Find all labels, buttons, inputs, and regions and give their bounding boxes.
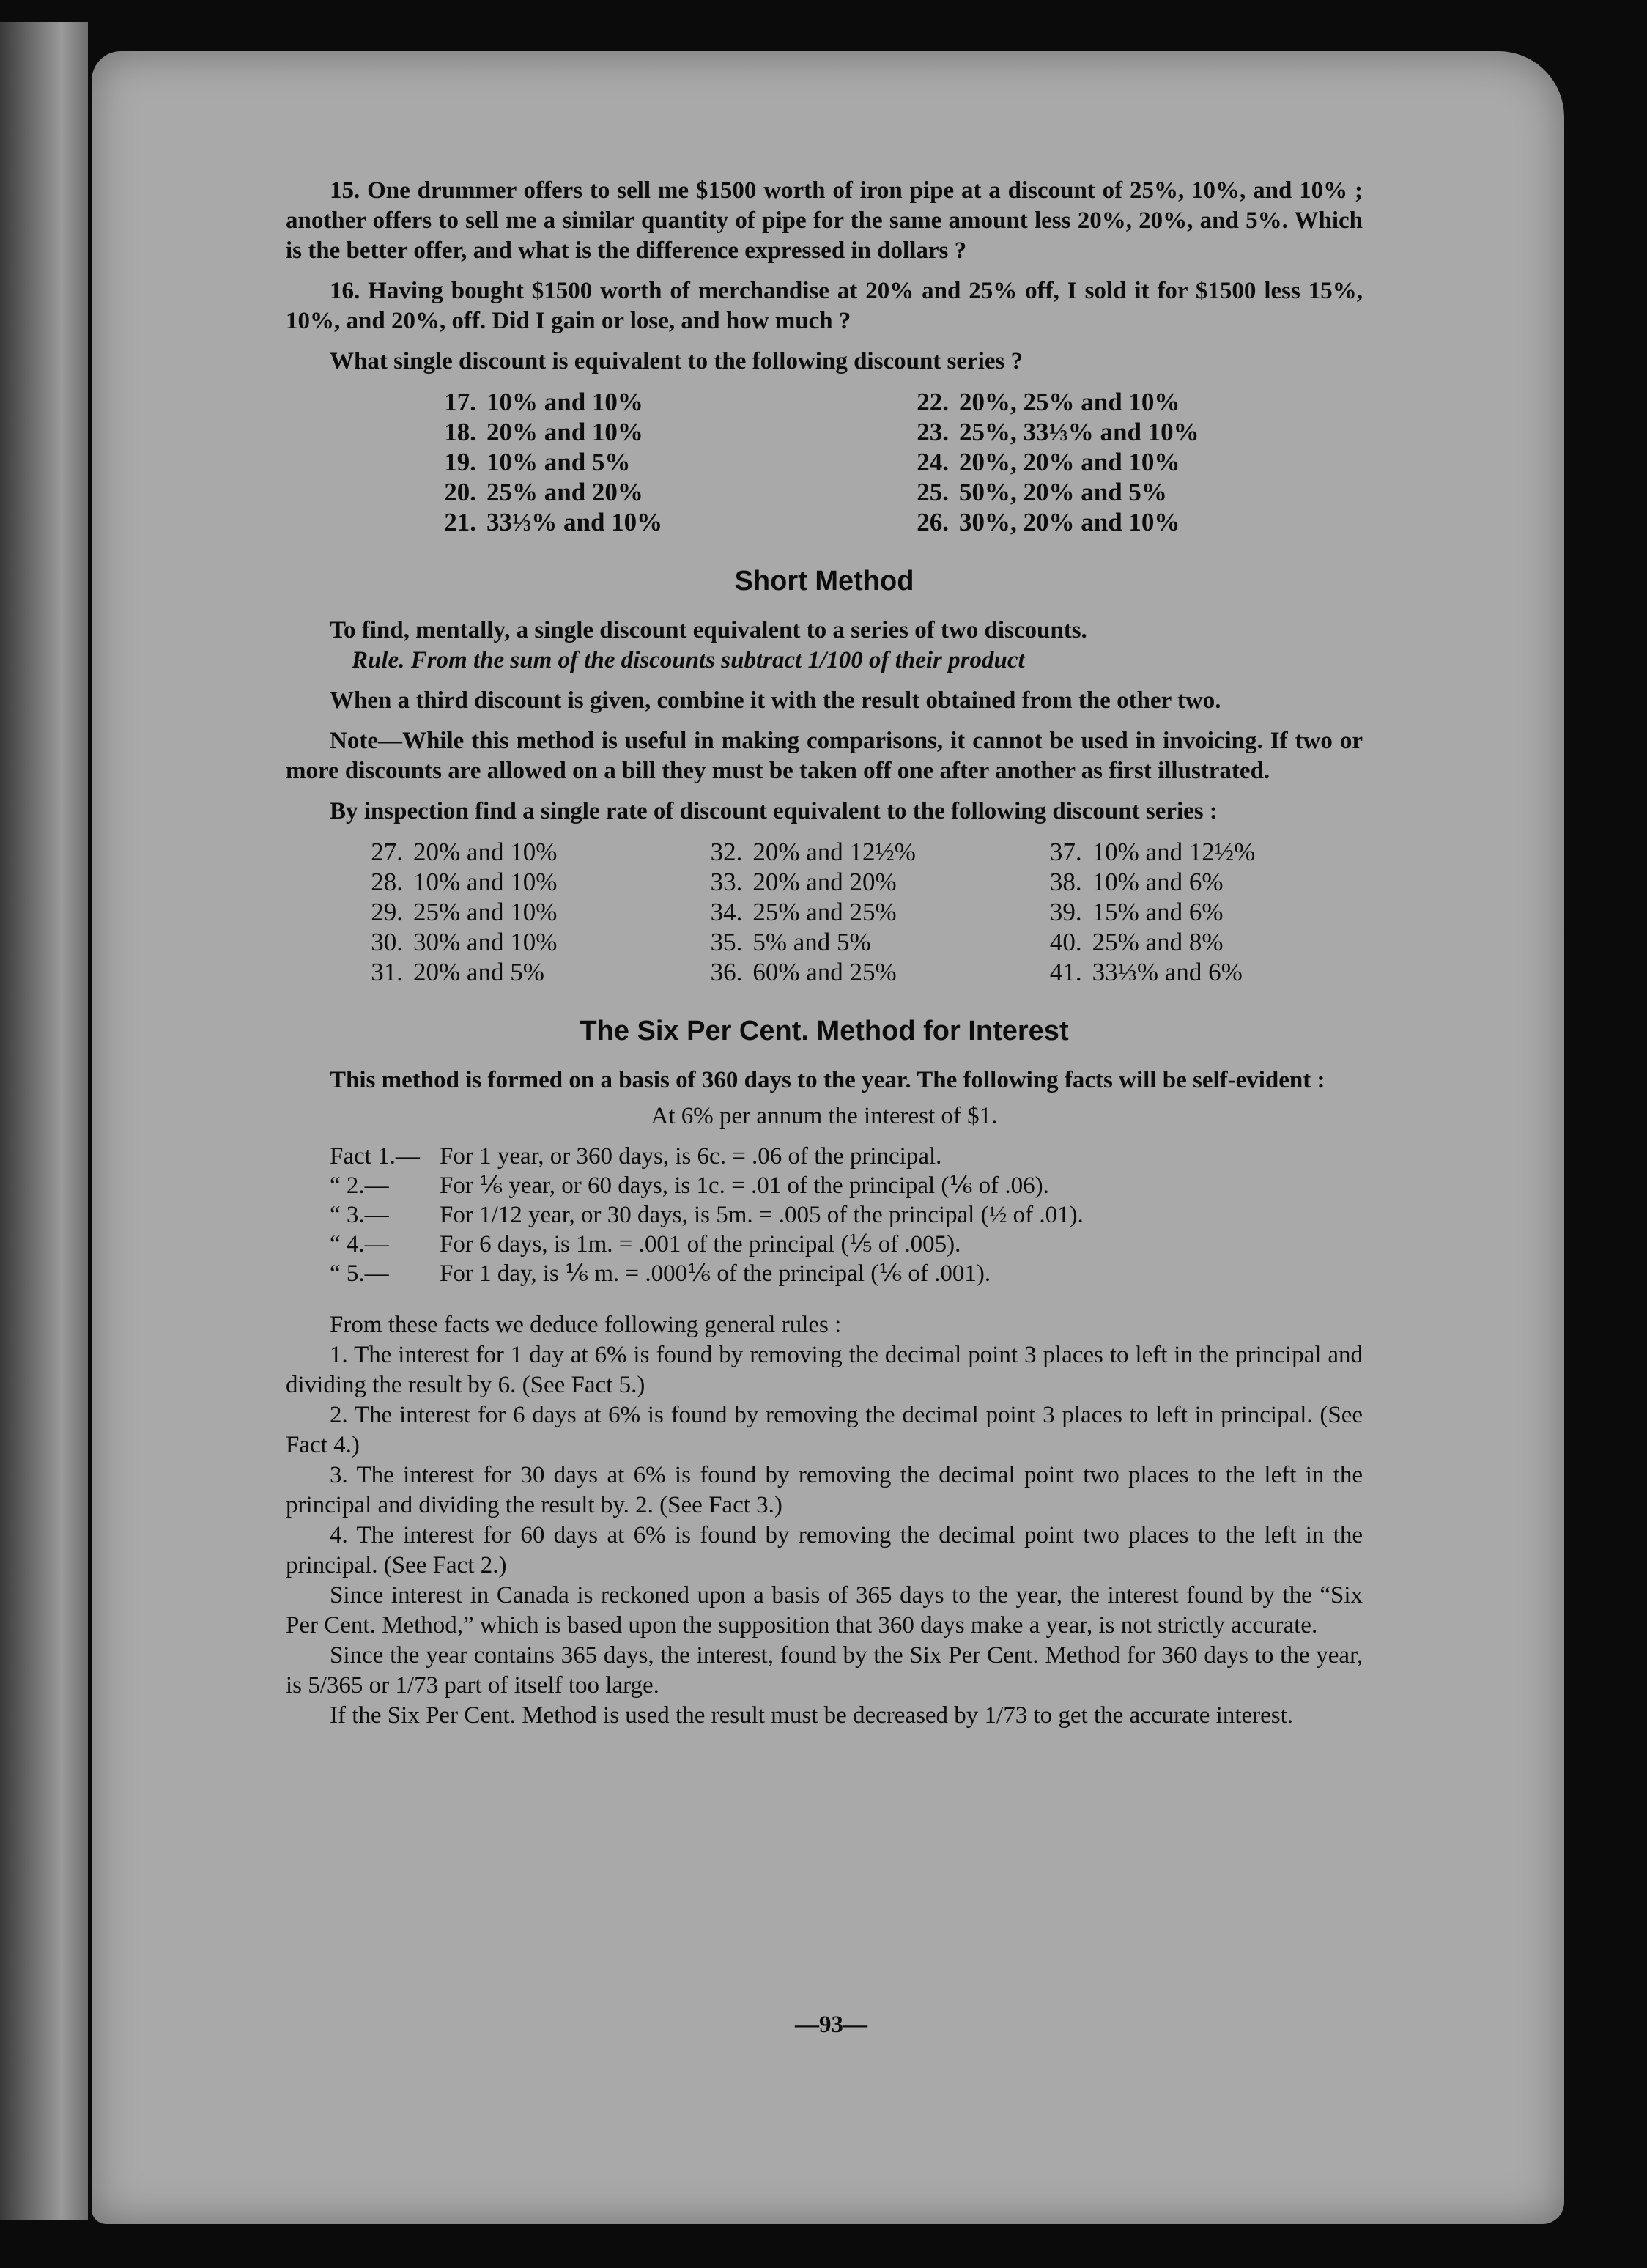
list-item: 41. 33⅓% and 6% xyxy=(1049,958,1243,986)
six-per-cent-intro: This method is formed on a basis of 360 days to the year. The following facts will be self-evident : xyxy=(330,1067,1325,1093)
list-item: 29. 25% and 10% xyxy=(371,898,558,926)
third-discount-note: When a third discount is given, combine it with the result obtained from the other two. xyxy=(330,687,1221,714)
list-item: 33. 20% and 20% xyxy=(710,868,897,896)
invoicing-note: Note—While this method is useful in making comparisons, it cannot be used in invoicing. If two or more discounts are allowed on a bill they must be taken off one after another as first illustrated. xyxy=(286,728,1363,784)
problem-number: 15. xyxy=(330,177,360,204)
list-item: 27. 20% and 10% xyxy=(371,838,558,866)
inspection-column xyxy=(344,837,684,987)
list-item: 21. 33⅓% and 10% xyxy=(444,508,663,536)
list-item: 23. 25%, 33⅓% and 10% xyxy=(917,418,1199,446)
short-method-intro: To find, mentally, a single discount equivalent to a series of two discounts. xyxy=(330,617,1087,643)
list-item: 40. 25% and 8% xyxy=(1049,928,1224,956)
list-item: 26. 30%, 20% and 10% xyxy=(917,508,1180,536)
list-item: 39. 15% and 6% xyxy=(1049,898,1224,926)
adjacent-page-edge xyxy=(0,22,88,2220)
rule-3: 3. The interest for 30 days at 6% is found by removing the decimal point two places to the left in the principal and dividing the result by. 2. (See Fact 3.) xyxy=(286,1462,1363,1518)
fact-row: “ 4.— For 6 days, is 1m. = .001 of the principal (⅕ of .005). xyxy=(330,1231,961,1257)
list-item: 17. 10% and 10% xyxy=(444,388,643,416)
list-item: 20. 25% and 20% xyxy=(444,478,643,506)
page-content xyxy=(286,176,1363,1731)
rule-1: 1. The interest for 1 day at 6% is found by removing the decimal point 3 places to left in the principal and dividing the result by 6. (See Fact 5.) xyxy=(286,1342,1363,1398)
list-item: 19. 10% and 5% xyxy=(444,448,631,476)
six-per-cent-heading: The Six Per Cent. Method for Interest xyxy=(580,1016,1069,1046)
list-item: 37. 10% and 12½% xyxy=(1049,838,1256,866)
inspection-series-list xyxy=(286,837,1363,987)
interest-basis-line: At 6% per annum the interest of $1. xyxy=(651,1103,998,1129)
list-item: 28. 10% and 10% xyxy=(371,868,558,896)
fact-row: Fact 1.— For 1 year, or 360 days, is 6c. = .06 of the principal. xyxy=(330,1143,942,1170)
rule-2: 2. The interest for 6 days at 6% is found by removing the decimal point 3 places to left in principal. (See Fact 4.) xyxy=(286,1402,1363,1458)
list-item: 34. 25% and 25% xyxy=(710,898,897,926)
rule-4: 4. The interest for 60 days at 6% is found by removing the decimal point two places to the left in the principal. (See Fact 2.) xyxy=(286,1522,1363,1578)
facts-list xyxy=(330,1142,1363,1288)
problem-text: Having bought $1500 worth of merchandise at 20% and 25% off, I sold it for $1500 less 15%, 10%, and 20%, off. Did I gain or lose, and how much ? xyxy=(286,278,1363,334)
short-method-rule: Rule. From the sum of the discounts subtract 1/100 of their product xyxy=(352,647,1025,673)
fact-row: “ 3.— For 1/12 year, or 30 days, is 5m. = .005 of the principal (½ of .01). xyxy=(330,1202,1084,1228)
discount-series-list xyxy=(286,387,1363,537)
canada-note: Since interest in Canada is reckoned upon a basis of 365 days to the year, the interest found by the “Six Per Cent. Method,” which is based upon the supposition that 360 days make a year, is not strictly accurate. xyxy=(286,1582,1363,1639)
fact-row: “ 5.— For 1 day, is ⅙ m. = .000⅙ of the principal (⅙ of .001). xyxy=(330,1260,991,1287)
short-method-heading: Short Method xyxy=(734,566,914,596)
series-column-right xyxy=(890,387,1363,537)
inspection-column xyxy=(1024,837,1363,987)
list-item: 35. 5% and 5% xyxy=(710,928,871,956)
page-number: —93— xyxy=(795,2012,867,2038)
decrease-note: If the Six Per Cent. Method is used the result must be decreased by 1/73 to get the accurate interest. xyxy=(330,1702,1294,1729)
fact-row: “ 2.— For ⅙ year, or 60 days, is 1c. = .01 of the principal (⅙ of .06). xyxy=(330,1172,1049,1199)
problem-15 xyxy=(286,176,1363,266)
problem-16 xyxy=(286,276,1363,336)
list-item: 31. 20% and 5% xyxy=(371,958,544,986)
problem-number: 16. xyxy=(330,278,360,304)
series-column-left xyxy=(418,387,890,537)
list-item: 36. 60% and 25% xyxy=(710,958,897,986)
deduce-line: From these facts we deduce following general rules : xyxy=(330,1312,842,1338)
year-contains-note: Since the year contains 365 days, the interest, found by the Six Per Cent. Method for 360 days to the year, is 5/365 or 1/73 part of itself too large. xyxy=(286,1642,1363,1699)
list-item: 30. 30% and 10% xyxy=(371,928,558,956)
list-item: 32. 20% and 12½% xyxy=(710,838,916,866)
inspection-prompt: By inspection find a single rate of discount equivalent to the following discount series : xyxy=(330,798,1218,824)
list-item: 25. 50%, 20% and 5% xyxy=(917,478,1167,506)
list-item: 22. 20%, 25% and 10% xyxy=(917,388,1180,416)
problem-text: One drummer offers to sell me $1500 worth of iron pipe at a discount of 25%, 10%, and 10% ; another offers to sell me a similar quantity of pipe for the same amount less 20%, 20%, and 5%. Which is the better offer, and what is the difference expressed in dollars ? xyxy=(286,177,1363,264)
series-prompt: What single discount is equivalent to the following discount series ? xyxy=(330,348,1024,374)
list-item: 24. 20%, 20% and 10% xyxy=(917,448,1180,476)
list-item: 18. 20% and 10% xyxy=(444,418,643,446)
inspection-column xyxy=(684,837,1023,987)
list-item: 38. 10% and 6% xyxy=(1049,868,1224,896)
